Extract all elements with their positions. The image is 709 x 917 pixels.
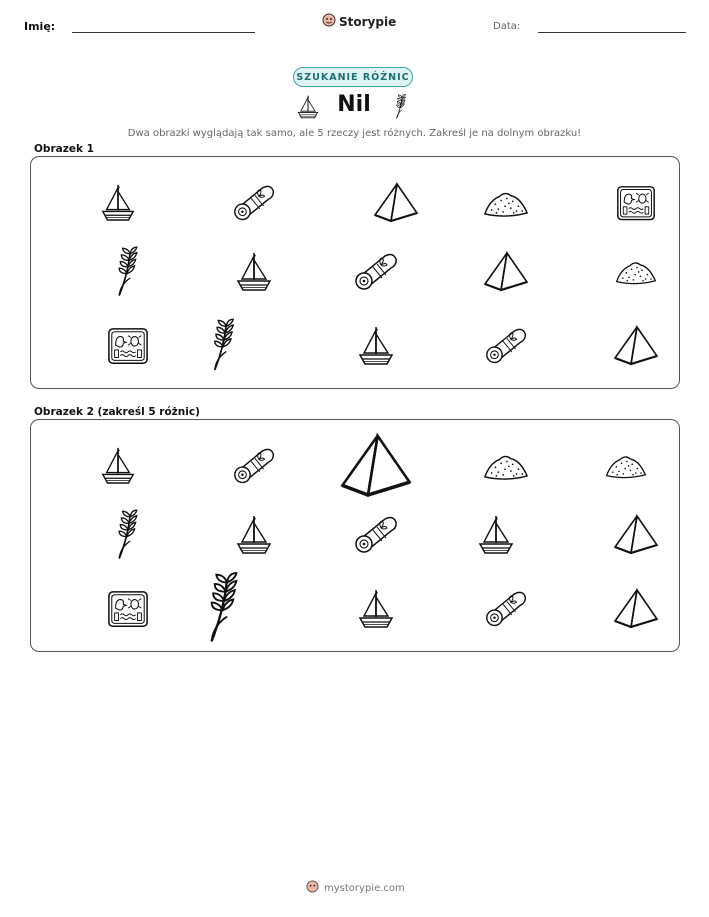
wheat-icon (179, 315, 269, 377)
wheat-icon (83, 241, 173, 303)
name-label: Imię: (24, 20, 56, 33)
pyramid-icon (461, 241, 551, 303)
sand-icon[interactable] (581, 435, 671, 497)
footer-site: mystorypie.com (324, 882, 405, 894)
brand-name: Storypie (339, 14, 397, 29)
sand-icon[interactable] (461, 435, 551, 497)
boat-icon (73, 172, 163, 234)
scroll-icon[interactable] (209, 435, 299, 497)
scroll-icon (331, 241, 421, 303)
boat-icon[interactable] (209, 504, 299, 566)
pyramid-icon[interactable] (591, 578, 681, 640)
boat-icon[interactable] (331, 578, 421, 640)
scroll-icon (209, 172, 299, 234)
name-line[interactable] (72, 32, 255, 33)
scroll-icon (461, 315, 551, 377)
wheat-icon[interactable] (179, 578, 269, 640)
panel1-label: Obrazek 1 (34, 143, 94, 155)
hieroglyph-icon (83, 315, 173, 377)
boat-icon (209, 241, 299, 303)
activity-badge: SZUKANIE RÓŻNIC (293, 67, 413, 87)
scroll-icon[interactable] (331, 504, 421, 566)
pyramid-icon[interactable] (331, 435, 421, 497)
boat-decoration-icon (296, 93, 320, 125)
date-line[interactable] (538, 32, 686, 33)
hieroglyph-icon[interactable] (83, 578, 173, 640)
hieroglyph-icon (591, 172, 681, 234)
boat-icon[interactable] (73, 435, 163, 497)
pyramid-icon (351, 172, 441, 234)
picture-2-panel[interactable] (30, 419, 680, 652)
panel2-label: Obrazek 2 (zakreśl 5 różnic) (34, 406, 200, 418)
pyramid-icon[interactable] (591, 504, 681, 566)
boat-icon[interactable] (451, 504, 541, 566)
footer (306, 880, 405, 896)
scroll-icon[interactable] (461, 578, 551, 640)
sand-icon (591, 241, 681, 303)
brand-logo (322, 13, 396, 30)
storypie-mascot-icon (322, 13, 336, 30)
pyramid-icon (591, 315, 681, 377)
picture-1-panel (30, 156, 680, 389)
date-label: Data: (493, 21, 521, 32)
instruction-text: Dwa obrazki wyglądają tak samo, ale 5 rzeczy jest różnych. Zakreśl je na dolnym obrazku! (127, 128, 582, 139)
sand-icon (461, 172, 551, 234)
storypie-mascot-icon (306, 880, 319, 896)
wheat-decoration-icon (390, 92, 412, 126)
wheat-icon[interactable] (83, 504, 173, 566)
page-title: Nil (337, 92, 371, 117)
boat-icon (331, 315, 421, 377)
